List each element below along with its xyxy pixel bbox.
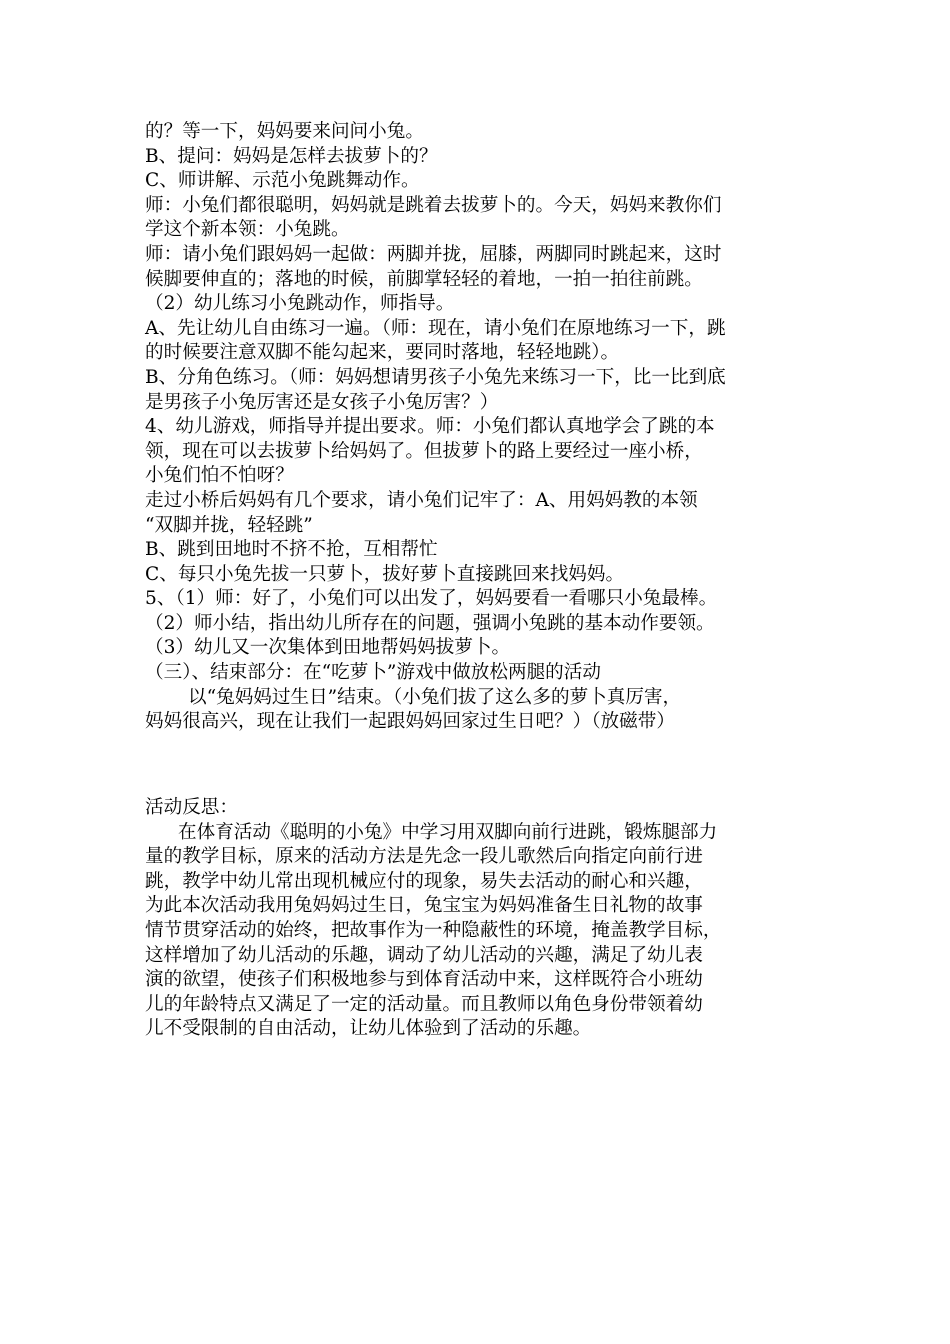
body-line: （三）、结束部分：在“吃萝卜”游戏中做放松两腿的活动 — [145, 662, 601, 684]
body-line: C、师讲解、示范小兔跳舞动作。 — [145, 170, 420, 192]
body-line: 师：请小兔们跟妈妈一起做：两脚并拢，屈膝，两脚同时跳起来，这时 — [145, 243, 722, 265]
body-line: B、跳到田地时不挤不抢，互相帮忙 — [145, 539, 438, 561]
reflection-line: 量的教学目标，原来的活动方法是先念一段儿歌然后向指定向前行进 — [145, 846, 703, 868]
body-line: 的？等一下，妈妈要来问问小兔。 — [145, 121, 424, 142]
reflection-line: 为此本次活动我用兔妈妈过生日，兔宝宝为妈妈准备生日礼物的故事 — [145, 895, 703, 917]
body-line: 4、幼儿游戏，师指导并提出要求。师：小兔们都认真地学会了跳的本 — [145, 416, 715, 438]
body-line: 5、（1）师：好了，小兔们可以出发了，妈妈要看一看哪只小兔最棒。 — [145, 588, 718, 610]
reflection-line: 儿不受限制的自由活动，让幼儿体验到了活动的乐趣。 — [145, 1018, 592, 1040]
body-line: （2）幼儿练习小兔跳动作，师指导。 — [145, 293, 455, 315]
body-line: （3）幼儿又一次集体到田地帮妈妈拔萝卜。 — [145, 637, 511, 659]
body-line: B、提问：妈妈是怎样去拔萝卜的？ — [145, 145, 438, 167]
body-line: 走过小桥后妈妈有几个要求，请小兔们记牢了：A、用妈妈教的本领 — [145, 489, 698, 511]
body-line: 领，现在可以去拔萝卜给妈妈了。但拔萝卜的路上要经过一座小桥， — [145, 440, 703, 462]
reflection-line: 这样增加了幼儿活动的乐趣，调动了幼儿活动的兴趣，满足了幼儿表 — [145, 944, 703, 966]
body-line: 的时候要注意双脚不能勾起来，要同时落地，轻轻地跳）。 — [145, 342, 620, 364]
reflection-line: 演的欲望，使孩子们积极地参与到体育活动中来，这样既符合小班幼 — [145, 969, 703, 991]
body-line: C、每只小兔先拔一只萝卜，拔好萝卜直接跳回来找妈妈。 — [145, 563, 625, 585]
reflection-line: 在体育活动《聪明的小兔》中学习用双脚向前行进跳，锻炼腿部力 — [178, 821, 718, 843]
body-line: 候脚要伸直的；落地的时候，前脚掌轻轻的着地，一拍一拍往前跳。 — [145, 268, 703, 290]
body-line: A、先让幼儿自由练习一遍。（师：现在，请小兔们在原地练习一下，跳 — [145, 317, 726, 339]
body-line: 小兔们怕不怕呀？ — [145, 465, 294, 487]
body-line: 学这个新本领：小兔跳。 — [145, 219, 350, 241]
body-line: 是男孩子小兔厉害还是女孩子小兔厉害？） — [145, 391, 499, 413]
body-line: （2）师小结，指出幼儿所存在的问题，强调小兔跳的基本动作要领。 — [145, 612, 715, 634]
reflection-section — [145, 796, 817, 1042]
body-line: 妈妈很高兴，现在让我们一起跟妈妈回家过生日吧？）（放磁带） — [145, 711, 675, 733]
body-line: “双脚并拢，轻轻跳” — [145, 514, 313, 536]
body-line: B、分角色练习。（师：妈妈想请男孩子小兔先来练习一下，比一比到底 — [145, 366, 726, 388]
body-line: 师：小兔们都很聪明，妈妈就是跳着去拔萝卜的。今天，妈妈来教你们 — [145, 194, 722, 216]
reflection-line: 跳，教学中幼儿常出现机械应付的现象，易失去活动的耐心和兴趣， — [145, 870, 703, 892]
body-line: 以“兔妈妈过生日”结束。（小兔们拔了这么多的萝卜真厉害， — [188, 686, 682, 708]
reflection-heading: 活动反思： — [145, 797, 238, 818]
lesson-body — [145, 120, 817, 735]
reflection-line: 情节贯穿活动的始终，把故事作为一种隐蔽性的环境，掩盖教学目标， — [145, 919, 722, 941]
reflection-line: 儿的年龄特点又满足了一定的活动量。而且教师以角色身份带领着幼 — [145, 993, 703, 1015]
